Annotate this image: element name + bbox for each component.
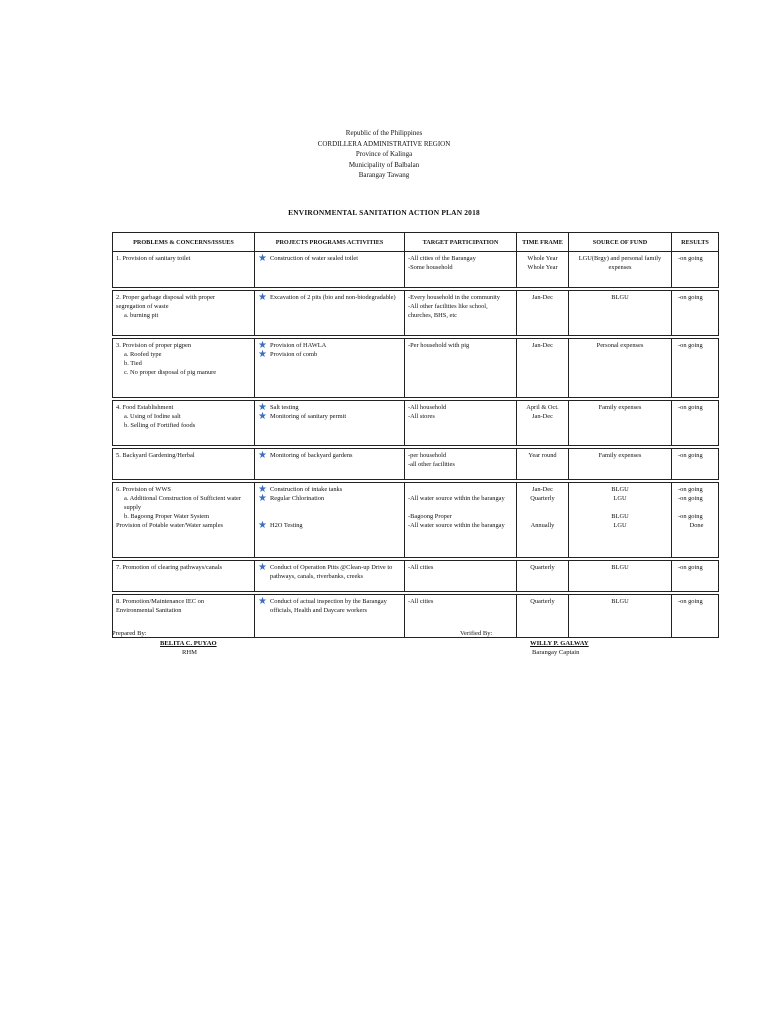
column-header: PROBLEMS & CONCERNS/ISSUES [113, 233, 255, 252]
results-cell: -on going [672, 401, 719, 446]
source-of-fund-cell: LGU(Brgy) and personal family expenses [569, 252, 672, 288]
activities-cell [255, 252, 405, 288]
column-header: TARGET PARTICIPATION [405, 233, 517, 252]
header-barangay: Barangay Tawang [358, 171, 410, 179]
source-of-fund-cell: BLGU [569, 291, 672, 336]
time-frame-cell: Year round [517, 449, 569, 480]
problem-cell [113, 252, 255, 288]
table-row [113, 401, 719, 446]
table-row [113, 483, 719, 558]
star-bullet-icon: ★ [258, 292, 267, 303]
table-row [113, 252, 719, 288]
results-cell: -on going [672, 449, 719, 480]
column-header: TIME FRAME [517, 233, 569, 252]
action-plan-table [112, 232, 719, 638]
star-bullet-icon: ★ [258, 349, 267, 360]
star-bullet-icon: ★ [258, 253, 267, 264]
prepared-by-name: BELITA C. PUYAO [160, 639, 217, 647]
activity-item: ★ Conduct of actual inspection by the Barangay officials, Health and Daycare workers [258, 596, 387, 614]
results-cell: -on going -on going -on going Done [672, 483, 719, 558]
activity-item: ★ Provision of comb [258, 349, 318, 360]
problem-text: 1. Provision of sanitary toilet [116, 255, 191, 262]
column-header: RESULTS [672, 233, 719, 252]
activity-item: ★ Monitoring of sanitary permit [258, 411, 347, 422]
activities-cell [255, 449, 405, 480]
problem-cell: 6. Provision of WWS a. Additional Construction of Sufficient water supply b. Bagoong Proper Water System Provision of Potable water/Water samples [113, 483, 255, 558]
column-header: SOURCE OF FUND [569, 233, 672, 252]
results-cell: -on going [672, 252, 719, 288]
verified-by-name: WILLY P. GALWAY [530, 639, 589, 647]
plan-title: ENVIRONMENTAL SANITATION ACTION PLAN 2018 [288, 208, 480, 217]
source-of-fund-cell: BLGU [569, 561, 672, 592]
verified-by-title: Barangay Captain [532, 649, 580, 656]
results-cell: -on going [672, 339, 719, 398]
prepared-by-block [112, 629, 217, 658]
activities-cell [255, 401, 405, 446]
target-cell: -Every household in the community -All other facilities like school, churches, BHS, etc [405, 291, 517, 336]
activity-item: ★ Regular Chlorination [258, 493, 325, 504]
star-bullet-icon: ★ [258, 484, 267, 495]
table-row [113, 561, 719, 592]
time-frame-cell: Quarterly [517, 595, 569, 638]
time-frame-cell: Quarterly [517, 561, 569, 592]
activity-item: ★ Conduct of Operation Pitts @Clean-up Drive to pathways, canals, riverbanks, creeks [258, 562, 393, 580]
source-of-fund-cell: Personal expenses [569, 339, 672, 398]
source-of-fund-cell: Family expenses [569, 449, 672, 480]
problem-cell: 4. Food Establishment a. Using of Iodine salt b. Selling of Fortified foods [113, 401, 255, 446]
problem-cell: 8. Promotion/Maintenance IEC on Environmental Sanitation [113, 595, 255, 638]
target-cell: -All cities [405, 561, 517, 592]
column-header: PROJECTS PROGRAMS ACTIVITIES [255, 233, 405, 252]
problem-cell: 2. Proper garbage disposal with proper segregation of waste a. burning pit [113, 291, 255, 336]
table-row [113, 291, 719, 336]
star-bullet-icon: ★ [258, 340, 267, 351]
source-of-fund-cell: BLGU [569, 595, 672, 638]
time-frame-cell: Jan-Dec [517, 339, 569, 398]
problem-cell: 5. Backyard Gardening/Herbal [113, 449, 255, 480]
table-header-row [113, 233, 719, 252]
verified-by-block [460, 629, 589, 658]
source-of-fund-cell: BLGU LGU BLGU LGU [569, 483, 672, 558]
table-row [113, 339, 719, 398]
prepared-by-title: RHM [182, 649, 198, 656]
activities-cell [255, 595, 405, 638]
target-cell: -All water source within the barangay -Bagoong Proper -All water source within the barangay [405, 483, 517, 558]
header-municipality: Municipality of Balbalan [348, 160, 420, 169]
star-bullet-icon: ★ [258, 562, 267, 573]
time-frame-cell: April & Oct. Jan-Dec [517, 401, 569, 446]
activity-item: ★ H2O Testing [258, 520, 303, 531]
target-cell: -All cities [405, 595, 517, 638]
problem-cell: 7. Promotion of clearing pathways/canals [113, 561, 255, 592]
activity-item: ★ Salt testing [258, 402, 299, 413]
prepared-by-label: Prepared By: [112, 630, 147, 637]
time-frame-cell: Jan-Dec Quarterly Annually [517, 483, 569, 558]
document-header [0, 128, 768, 181]
activities-cell [255, 483, 405, 558]
time-frame-cell: Jan-Dec [517, 291, 569, 336]
header-region: CORDILLERA ADMINISTRATIVE REGION [317, 139, 451, 148]
activity-item: ★ Construction of intake tanks [258, 484, 343, 495]
activity-item: ★ Provision of HAWLA [258, 340, 327, 351]
target-cell: -Per household with pig [405, 339, 517, 398]
star-bullet-icon: ★ [258, 520, 267, 531]
target-cell: -All cities of the Barangay -Some household [405, 252, 517, 288]
activity-item: ★ Construction of water sealed toilet [258, 253, 359, 264]
target-cell: -per household -all other facilities [405, 449, 517, 480]
activities-cell [255, 339, 405, 398]
star-bullet-icon: ★ [258, 596, 267, 607]
verified-by-label: Verified By: [460, 630, 493, 637]
header-province: Province of Kalinga [355, 150, 413, 158]
header-country: Republic of the Philippines [345, 129, 423, 137]
source-of-fund-cell: Family expenses [569, 401, 672, 446]
activity-item: ★ Excavation of 2 pits (bio and non-biodegradable) [258, 292, 396, 303]
activities-cell [255, 561, 405, 592]
target-cell: -All household -All stores [405, 401, 517, 446]
results-cell: -on going [672, 561, 719, 592]
star-bullet-icon: ★ [258, 493, 267, 504]
results-cell: -on going [672, 595, 719, 638]
results-cell: -on going [672, 291, 719, 336]
activities-cell [255, 291, 405, 336]
star-bullet-icon: ★ [258, 402, 267, 413]
problem-cell: 3. Provision of proper pigpen a. Roofed type b. Tied c. No proper disposal of pig manure [113, 339, 255, 398]
activity-item: ★ Monitoring of backyard gardens [258, 450, 353, 461]
star-bullet-icon: ★ [258, 450, 267, 461]
star-bullet-icon: ★ [258, 411, 267, 422]
table-row [113, 449, 719, 480]
time-frame-cell: Whole Year Whole Year [517, 252, 569, 288]
